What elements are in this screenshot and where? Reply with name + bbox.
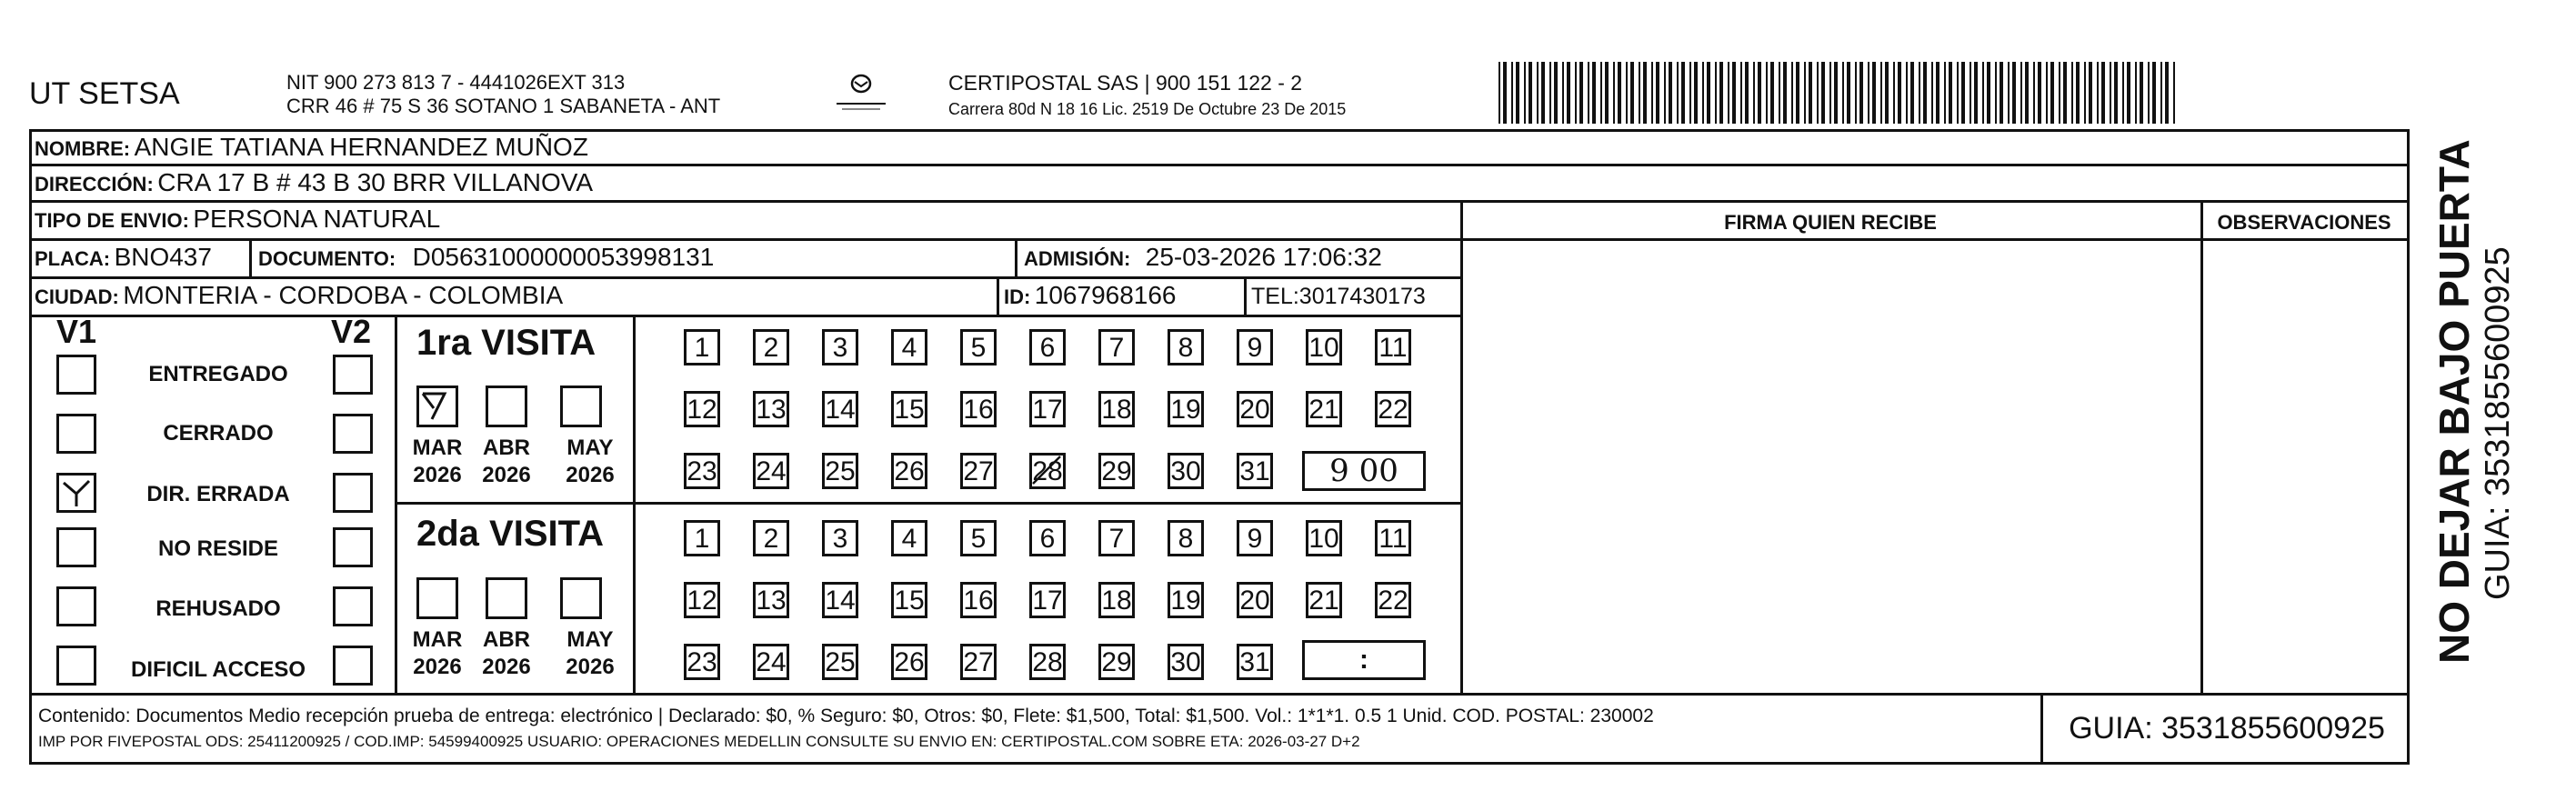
- second-visit-day-15[interactable]: 15: [891, 582, 927, 618]
- v1-checkbox-cerrado[interactable]: [56, 414, 96, 454]
- carrier-address: Carrera 80d N 18 16 Lic. 2519 De Octubre 23 De 2015: [948, 100, 1347, 118]
- first-visit-month-mar: MAR: [412, 436, 463, 460]
- first-visit-day-17[interactable]: 17: [1029, 391, 1066, 427]
- first-visit-day-6[interactable]: 6: [1029, 329, 1066, 365]
- first-visit-day-16[interactable]: 16: [960, 391, 997, 427]
- side-warning: NO DEJAR BAJO PUERTA: [2431, 139, 2478, 664]
- first-visit-year-mar: 2026: [413, 463, 462, 487]
- side-guia: GUIA: 3531855600925: [2479, 246, 2517, 600]
- footer-guia: GUIA: 3531855600925: [2069, 711, 2385, 746]
- first-visit-day-14[interactable]: 14: [822, 391, 858, 427]
- second-visit-day-4[interactable]: 4: [891, 520, 927, 556]
- first-visit-day-1[interactable]: 1: [684, 329, 720, 365]
- status-entregado: ENTREGADO: [148, 362, 288, 386]
- first-visit-day-24[interactable]: 24: [753, 453, 789, 489]
- second-visit-day-8[interactable]: 8: [1168, 520, 1204, 556]
- second-visit-abr-checkbox[interactable]: [486, 577, 527, 619]
- footer-content-line: Contenido: Documentos Medio recepción prueba de entrega: electrónico | Declarado: $0, % Seguro: $0, Otros: $0, Flete: $1,500, Total: $1,500. Vol.: 1*1*1. 0.5 1 Unid. COD. POSTAL: 230002: [38, 706, 1654, 726]
- v1-checkbox-dir-errada[interactable]: [56, 473, 96, 513]
- first-visit-day-25[interactable]: 25: [822, 453, 858, 489]
- first-visit-year-abr: 2026: [482, 463, 531, 487]
- v2-checkbox-entregado[interactable]: [333, 355, 373, 395]
- second-visit-day-5[interactable]: 5: [960, 520, 997, 556]
- first-visit-day-26[interactable]: 26: [891, 453, 927, 489]
- first-visit-day-28[interactable]: 28: [1029, 453, 1066, 489]
- v1-checkbox-dificil-acceso[interactable]: [56, 646, 96, 686]
- first-visit-time-box[interactable]: 9 00: [1302, 451, 1426, 491]
- second-visit-day-25[interactable]: 25: [822, 644, 858, 680]
- handwritten-check-icon: [419, 388, 456, 425]
- second-visit-mar-checkbox[interactable]: [416, 577, 458, 619]
- first-visit-day-15[interactable]: 15: [891, 391, 927, 427]
- v2-header: V2: [331, 313, 372, 350]
- second-visit-day-20[interactable]: 20: [1237, 582, 1273, 618]
- name-label: NOMBRE:: [35, 137, 131, 160]
- first-visit-day-11[interactable]: 11: [1375, 329, 1411, 365]
- second-visit-day-16[interactable]: 16: [960, 582, 997, 618]
- second-visit-day-23[interactable]: 23: [684, 644, 720, 680]
- second-visit-day-11[interactable]: 11: [1375, 520, 1411, 556]
- second-visit-day-6[interactable]: 6: [1029, 520, 1066, 556]
- address-label: DIRECCIÓN:: [35, 173, 154, 195]
- v1-checkbox-entregado[interactable]: [56, 355, 96, 395]
- id-label: ID:: [1004, 285, 1031, 308]
- second-visit-day-22[interactable]: 22: [1375, 582, 1411, 618]
- first-visit-month-abr: ABR: [483, 436, 530, 460]
- second-visit-time-box[interactable]: :: [1302, 640, 1426, 680]
- second-visit-year-abr: 2026: [482, 655, 531, 679]
- first-visit-title: 1ra VISITA: [416, 323, 596, 363]
- recipient-name: ANGIE TATIANA HERNANDEZ MUÑOZ: [134, 133, 588, 161]
- second-visit-day-17[interactable]: 17: [1029, 582, 1066, 618]
- second-visit-day-14[interactable]: 14: [822, 582, 858, 618]
- second-visit-day-9[interactable]: 9: [1237, 520, 1273, 556]
- second-visit-day-12[interactable]: 12: [684, 582, 720, 618]
- certipostal-logo: [829, 73, 893, 115]
- second-visit-day-1[interactable]: 1: [684, 520, 720, 556]
- first-visit-day-4[interactable]: 4: [891, 329, 927, 365]
- second-visit-day-10[interactable]: 10: [1306, 520, 1342, 556]
- barcode: [1498, 62, 2180, 124]
- document-label: DOCUMENTO:: [258, 247, 396, 270]
- admission-label: ADMISIÓN:: [1024, 247, 1131, 270]
- first-visit-day-5[interactable]: 5: [960, 329, 997, 365]
- first-visit-day-12[interactable]: 12: [684, 391, 720, 427]
- second-visit-day-30[interactable]: 30: [1168, 644, 1204, 680]
- first-visit-may-checkbox[interactable]: [560, 385, 602, 427]
- v2-checkbox-dificil-acceso[interactable]: [333, 646, 373, 686]
- plate-value: BNO437: [114, 243, 212, 271]
- second-visit-day-26[interactable]: 26: [891, 644, 927, 680]
- company-nit: NIT 900 273 813 7 - 4441026EXT 313: [286, 71, 626, 94]
- v1-checkbox-no-reside[interactable]: [56, 527, 96, 567]
- first-visit-day-19[interactable]: 19: [1168, 391, 1204, 427]
- first-visit-abr-checkbox[interactable]: [486, 385, 527, 427]
- v1-header: V1: [56, 313, 97, 350]
- second-visit-year-may: 2026: [566, 655, 615, 679]
- second-visit-title: 2da VISITA: [416, 514, 604, 554]
- first-visit-day-3[interactable]: 3: [822, 329, 858, 365]
- first-visit-day-7[interactable]: 7: [1098, 329, 1135, 365]
- second-visit-day-7[interactable]: 7: [1098, 520, 1135, 556]
- v2-checkbox-no-reside[interactable]: [333, 527, 373, 567]
- first-visit-month-may: MAY: [566, 436, 614, 460]
- first-visit-day-27[interactable]: 27: [960, 453, 997, 489]
- document-value: D05631000000053998131: [412, 243, 715, 271]
- second-visit-day-24[interactable]: 24: [753, 644, 789, 680]
- tel-value: 3017430173: [1298, 284, 1426, 309]
- handwritten-mark-icon: [1029, 453, 1066, 489]
- admission-value: 25-03-2026 17:06:32: [1145, 243, 1382, 271]
- footer-print-line: IMP POR FIVEPOSTAL ODS: 25411200925 / COD.IMP: 54599400925 USUARIO: OPERACIONES MEDELLIN CONSULTE SU ENVIO EN: CERTIPOSTAL.COM SOBRE ETA: 2026-03-27 D+2: [38, 733, 1360, 750]
- signature-header: FIRMA QUIEN RECIBE: [1724, 211, 1937, 234]
- second-visit-month-abr: ABR: [483, 627, 530, 652]
- company-name: UT SETSA: [29, 76, 180, 111]
- first-visit-day-23[interactable]: 23: [684, 453, 720, 489]
- second-visit-day-31[interactable]: 31: [1237, 644, 1273, 680]
- second-visit-day-27[interactable]: 27: [960, 644, 997, 680]
- status-rehusado: REHUSADO: [155, 596, 281, 621]
- v2-checkbox-rehusado[interactable]: [333, 586, 373, 626]
- first-visit-day-18[interactable]: 18: [1098, 391, 1135, 427]
- second-visit-day-21[interactable]: 21: [1306, 582, 1342, 618]
- second-visit-month-may: MAY: [566, 627, 614, 652]
- status-cerrado: CERRADO: [163, 421, 274, 446]
- second-visit-day-3[interactable]: 3: [822, 520, 858, 556]
- first-visit-day-29[interactable]: 29: [1098, 453, 1135, 489]
- city-value: MONTERIA - CORDOBA - COLOMBIA: [123, 281, 564, 309]
- first-visit-day-13[interactable]: 13: [753, 391, 789, 427]
- first-visit-day-20[interactable]: 20: [1237, 391, 1273, 427]
- second-visit-month-mar: MAR: [412, 627, 463, 652]
- id-value: 1067968166: [1034, 281, 1177, 309]
- second-visit-year-mar: 2026: [413, 655, 462, 679]
- handwritten-check-icon: [59, 476, 94, 510]
- status-no-reside: NO RESIDE: [157, 536, 279, 561]
- first-visit-day-30[interactable]: 30: [1168, 453, 1204, 489]
- v2-checkbox-dir-errada[interactable]: [333, 473, 373, 513]
- second-visit-day-18[interactable]: 18: [1098, 582, 1135, 618]
- first-visit-day-21[interactable]: 21: [1306, 391, 1342, 427]
- first-visit-year-may: 2026: [566, 463, 615, 487]
- shipment-type-label: TIPO DE ENVIO:: [35, 209, 189, 232]
- second-visit-day-28[interactable]: 28: [1029, 644, 1066, 680]
- v2-checkbox-cerrado[interactable]: [333, 414, 373, 454]
- tel-label: TEL:: [1251, 284, 1299, 309]
- observations-header: OBSERVACIONES: [2217, 211, 2391, 234]
- second-visit-day-13[interactable]: 13: [753, 582, 789, 618]
- company-address: CRR 46 # 75 S 36 SOTANO 1 SABANETA - ANT: [286, 95, 721, 117]
- first-visit-day-31[interactable]: 31: [1237, 453, 1273, 489]
- second-visit-day-2[interactable]: 2: [753, 520, 789, 556]
- first-visit-mar-checkbox[interactable]: [416, 385, 458, 427]
- status-dir-errada: DIR. ERRADA: [146, 482, 290, 506]
- v1-checkbox-rehusado[interactable]: [56, 586, 96, 626]
- city-label: CIUDAD:: [35, 285, 119, 308]
- recipient-address: CRA 17 B # 43 B 30 BRR VILLANOVA: [157, 168, 594, 196]
- second-visit-day-29[interactable]: 29: [1098, 644, 1135, 680]
- shipment-type: PERSONA NATURAL: [193, 205, 441, 233]
- first-visit-day-2[interactable]: 2: [753, 329, 789, 365]
- first-visit-day-8[interactable]: 8: [1168, 329, 1204, 365]
- first-visit-day-10[interactable]: 10: [1306, 329, 1342, 365]
- second-visit-day-19[interactable]: 19: [1168, 582, 1204, 618]
- plate-label: PLACA:: [35, 247, 111, 270]
- first-visit-day-22[interactable]: 22: [1375, 391, 1411, 427]
- second-visit-may-checkbox[interactable]: [560, 577, 602, 619]
- first-visit-day-9[interactable]: 9: [1237, 329, 1273, 365]
- status-dificil-acceso: DIFICIL ACCESO: [130, 657, 306, 682]
- carrier-name: CERTIPOSTAL SAS | 900 151 122 - 2: [948, 71, 1303, 95]
